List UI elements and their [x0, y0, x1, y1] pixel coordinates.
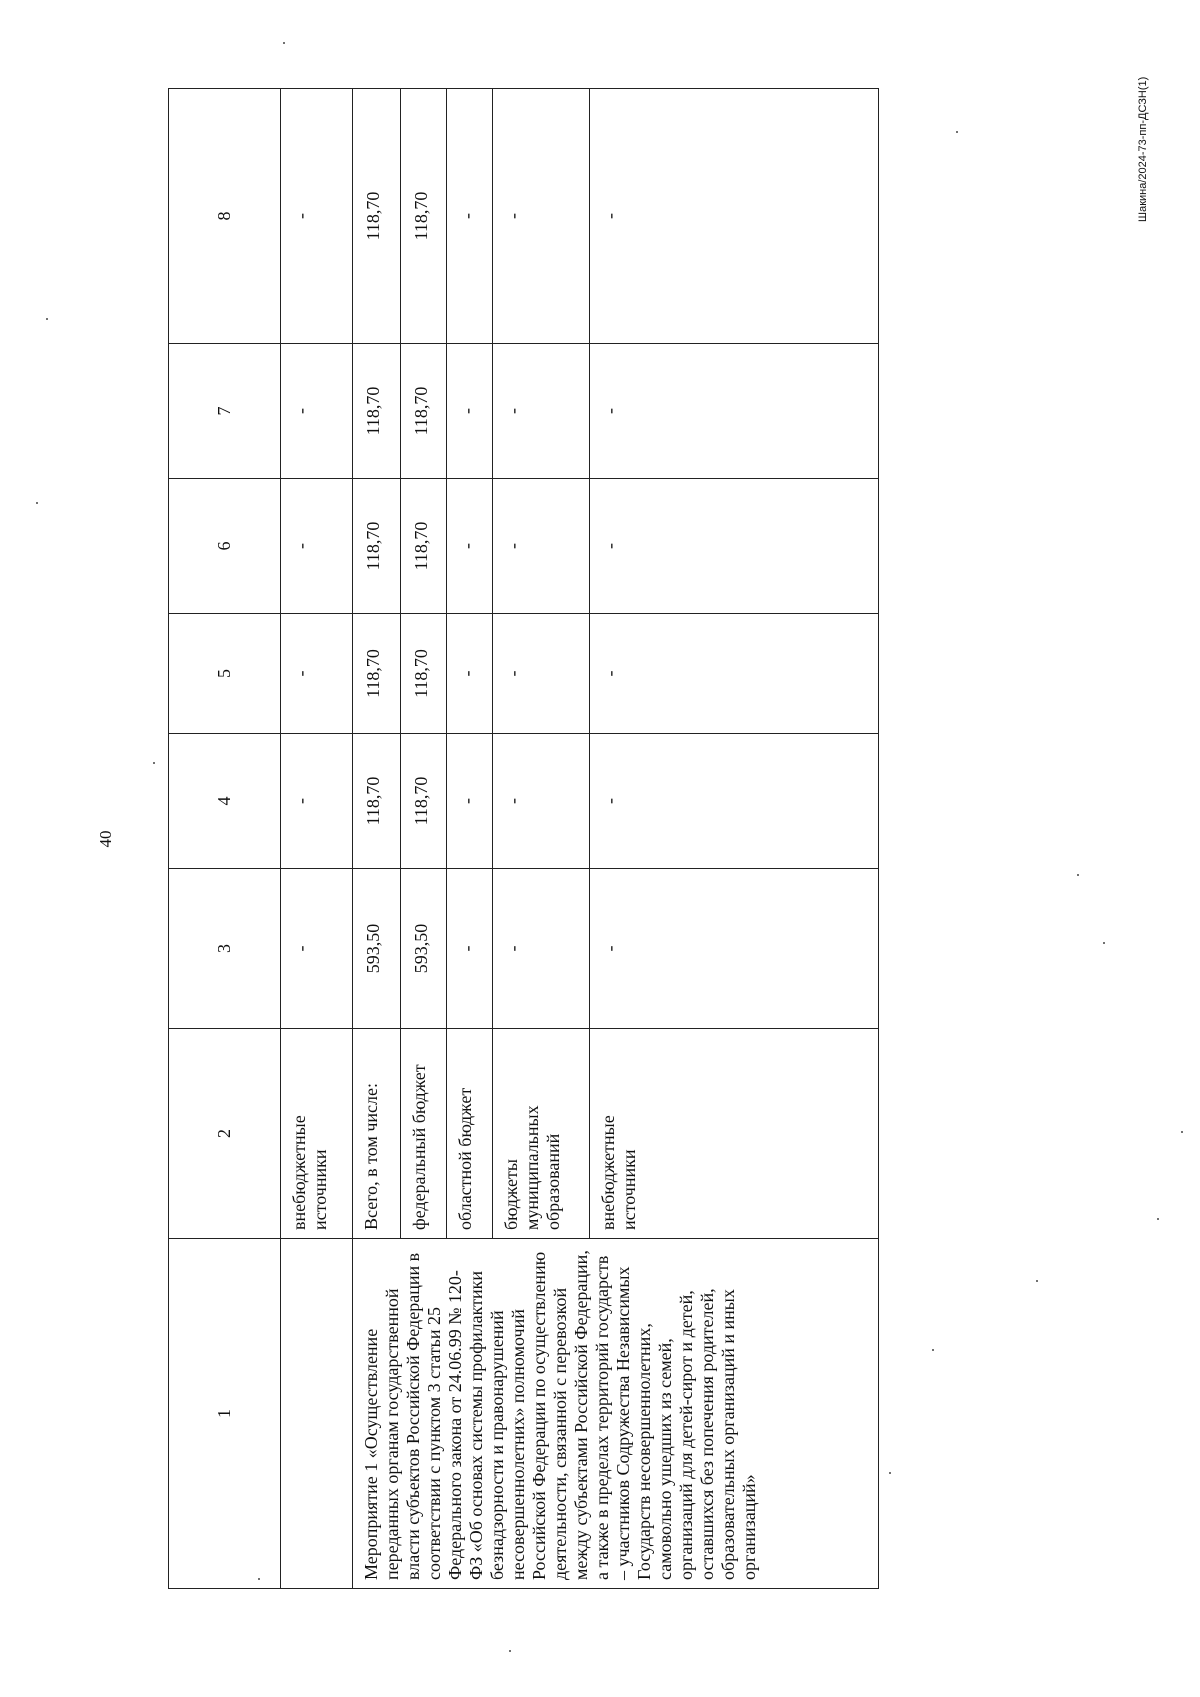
document-code: Шакина/2024-73-пп-ДСЗН(1) — [1137, 76, 1149, 222]
value-cell-total: - — [281, 869, 353, 1029]
value-cell-year5: - — [493, 89, 590, 344]
measure-1-title: Мероприятие 1 «Осуществление переданных органам государственной власти субъектов Российской Федерации в соответствии с пунктом 3 статьи 25 Федерального закона от 24.06.99 № 120-ФЗ «Об основах системы профилактики безнадзорности и правонарушений несовершеннолетних» полномочий Российской Федерации по осуществлению деятельности, связанной с перевозкой между субъектами Российской Федерации, а также в пределах территорий государств – участников Содружества Независимых Государств несовершеннолетних, самовольно ушедших из семей, организаций для детей-сирот и детей, оставшихся без попечения родителей, образовательных организаций и иных организаций» — [353, 1239, 879, 1589]
funding-source-cell: бюджеты муниципальных образований — [493, 1029, 590, 1239]
value-cell-year4: - — [590, 344, 879, 479]
funding-source-cell: областной бюджет — [447, 1029, 493, 1239]
scan-speck — [956, 131, 958, 133]
scan-speck — [1181, 1131, 1183, 1133]
value-cell-total: 593,50 — [353, 869, 401, 1029]
value-cell-year1: 118,70 — [353, 734, 401, 869]
scan-speck — [153, 762, 155, 764]
value-cell-year3: - — [493, 479, 590, 614]
column-header-6: 6 — [169, 479, 281, 614]
value-cell-year3: 118,70 — [353, 479, 401, 614]
value-cell-year4: - — [447, 344, 493, 479]
scan-speck — [1157, 1218, 1159, 1220]
value-cell-year1: - — [590, 734, 879, 869]
value-cell-total: - — [447, 869, 493, 1029]
budget-table-rotated — [168, 89, 878, 1589]
funding-source-cell: внебюджетные источники — [590, 1029, 879, 1239]
value-cell-year4: 118,70 — [353, 344, 401, 479]
value-cell-year2: 118,70 — [353, 614, 401, 734]
budget-table — [168, 88, 879, 1589]
value-cell-year2: - — [493, 614, 590, 734]
value-cell-total: 593,50 — [401, 869, 447, 1029]
value-cell-year5: - — [590, 89, 879, 344]
value-cell-year5: - — [281, 89, 353, 344]
column-header-8: 8 — [169, 89, 281, 344]
measure-cell-empty — [281, 1239, 353, 1589]
funding-source-cell: Всего, в том числе: — [353, 1029, 401, 1239]
value-cell-year3: - — [447, 479, 493, 614]
funding-source-cell: федеральный бюджет — [401, 1029, 447, 1239]
scan-speck — [283, 42, 285, 44]
value-cell-year2: 118,70 — [401, 614, 447, 734]
table-row-offbudget-top — [281, 89, 353, 1589]
value-cell-year2: - — [590, 614, 879, 734]
column-header-4: 4 — [169, 734, 281, 869]
column-header-7: 7 — [169, 344, 281, 479]
value-cell-total: - — [493, 869, 590, 1029]
value-cell-year5: 118,70 — [353, 89, 401, 344]
scan-speck — [1103, 942, 1105, 944]
value-cell-year4: 118,70 — [401, 344, 447, 479]
value-cell-year5: 118,70 — [401, 89, 447, 344]
value-cell-year2: - — [447, 614, 493, 734]
scan-speck — [509, 1650, 511, 1652]
column-header-row — [169, 89, 281, 1589]
table-row-total — [353, 89, 401, 1589]
value-cell-year1: - — [447, 734, 493, 869]
column-header-5: 5 — [169, 614, 281, 734]
scan-speck — [1077, 874, 1079, 876]
scan-speck — [46, 318, 48, 320]
value-cell-year1: - — [493, 734, 590, 869]
scan-speck — [258, 1578, 260, 1580]
value-cell-year1: 118,70 — [401, 734, 447, 869]
column-header-3: 3 — [169, 869, 281, 1029]
value-cell-total: - — [590, 869, 879, 1029]
value-cell-year3: - — [281, 479, 353, 614]
value-cell-year1: - — [281, 734, 353, 869]
scan-speck — [1036, 1280, 1038, 1282]
funding-source-cell: внебюджетные источники — [281, 1029, 353, 1239]
column-header-1: 1 — [169, 1239, 281, 1589]
value-cell-year5: - — [447, 89, 493, 344]
page-number: 40 — [96, 830, 115, 848]
value-cell-year3: 118,70 — [401, 479, 447, 614]
value-cell-year4: - — [281, 344, 353, 479]
value-cell-year2: - — [281, 614, 353, 734]
scan-speck — [932, 1349, 934, 1351]
value-cell-year4: - — [493, 344, 590, 479]
value-cell-year3: - — [590, 479, 879, 614]
scan-speck — [36, 502, 38, 504]
scan-speck — [889, 1472, 891, 1474]
column-header-2: 2 — [169, 1029, 281, 1239]
